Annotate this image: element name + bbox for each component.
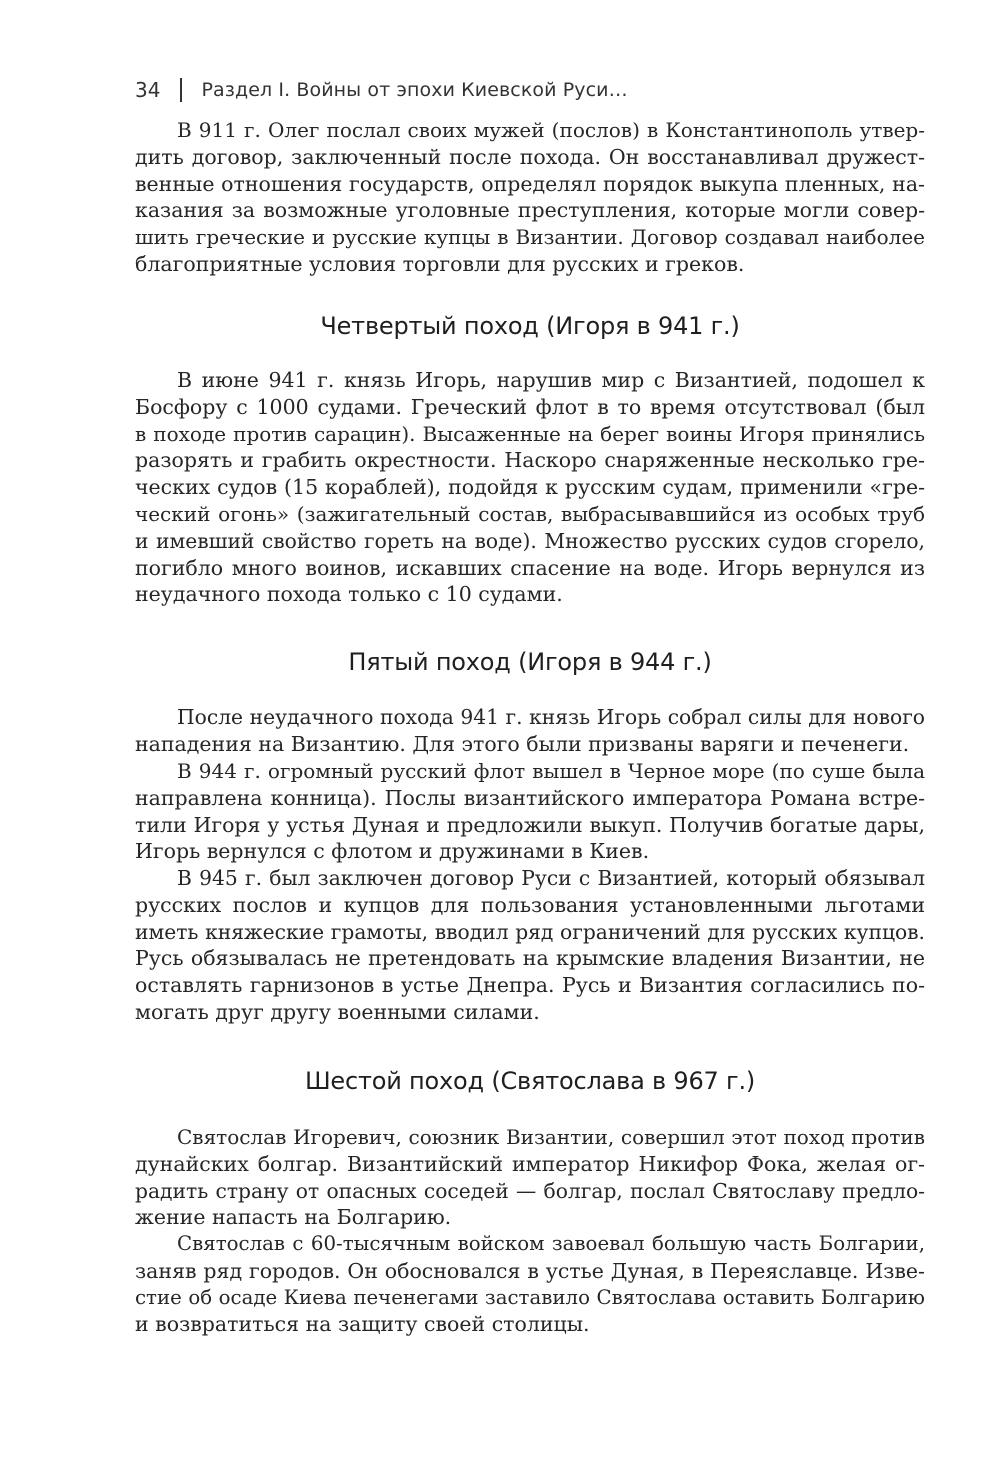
running-head <box>135 76 628 104</box>
paragraph-line: погибло много воинов, искавших спасение на воде. Игорь вернулся из <box>135 555 925 580</box>
paragraph-line: шить греческие и русские купцы в Византии. Договор создавал наиболее <box>135 225 925 250</box>
paragraph-line: дунайских болгар. Византийский император Никифор Фока, желая ог- <box>135 1151 925 1176</box>
paragraph-line: заняв ряд городов. Он обосновался в устье Дуная, в Переяславце. Изве- <box>135 1258 925 1283</box>
paragraph-line: могать друг другу военными силами. <box>135 999 540 1024</box>
paragraph-line: Святослав Игоревич, союзник Византии, совершил этот поход против <box>177 1125 925 1149</box>
running-head-divider <box>180 78 182 102</box>
section-heading: Пятый поход (Игоря в 944 г.) <box>348 648 712 676</box>
paragraph-line: разорять и грабить окрестности. Наскоро снаряженные несколько гре- <box>135 448 925 473</box>
section-paragraph <box>135 1231 925 1338</box>
paragraph-line: иметь княжеские грамоты, вводил ряд ограничений для русских купцов. <box>135 919 925 944</box>
paragraph-line: неудачного похода только с 10 судами. <box>135 582 563 607</box>
running-head-title: Раздел I. Войны от эпохи Киевской Руси… <box>201 79 628 101</box>
paragraph-line: венные отношения государств, определял порядок выкупа пленных, на- <box>135 171 925 196</box>
paragraph-line: В 945 г. был заключен договор Руси с Византией, который обязывал <box>177 866 925 890</box>
section-paragraph <box>135 704 925 758</box>
section-heading: Четвертый поход (Игоря в 941 г.) <box>320 312 740 340</box>
paragraph-line: направлена конница). Послы византийского императора Романа встре- <box>135 785 925 810</box>
paragraph-line: и возвратиться на защиту своей столицы. <box>135 1312 590 1337</box>
paragraph-line: Святослав с 60-тысячным войском завоевал большую часть Болгарии, <box>177 1232 925 1255</box>
section-heading: Шестой поход (Святослава в 967 г.) <box>304 1067 756 1095</box>
paragraph-line: В июне 941 г. князь Игорь, нарушив мир с Византией, подошел к <box>177 368 925 392</box>
paragraph-line: дить договор, заключенный после похода. Он восстанавливал дружест- <box>135 144 925 169</box>
paragraph-line: В 911 г. Олег послал своих мужей (послов) в Константинополь утвер- <box>177 118 925 142</box>
paragraph-line: Русь обязывалась не претендовать на крымские владения Византии, не <box>135 946 925 971</box>
paragraph-line: тили Игоря у устья Дуная и предложили выкуп. Получив богатые дары, <box>135 812 925 837</box>
paragraph-line: в походе против сарацин). Высаженные на берег воины Игоря принялись <box>135 421 925 446</box>
paragraph-line: ческий огонь» (зажигательный состав, выбрасывавшийся из особых труб <box>135 501 925 526</box>
page-number: 34 <box>135 78 161 102</box>
section-paragraph <box>135 758 925 865</box>
section-paragraph <box>135 367 925 608</box>
paragraph-line: и имевший свойство гореть на воде). Множество русских судов сгорело, <box>135 528 925 553</box>
paragraph-line: жение напасть на Болгарию. <box>135 1205 452 1230</box>
paragraph-line: стие об осаде Киева печенегами заставило Святослава оставить Болгарию <box>135 1285 925 1309</box>
section-paragraph <box>135 865 925 1026</box>
paragraph-line: радить страну от опасных соседей — болгар, послал Святославу предло- <box>135 1178 925 1203</box>
paragraph-line: В 944 г. огромный русский флот вышел в Черное море (по суше была <box>177 759 925 783</box>
paragraph-line: нападения на Византию. Для этого были призваны варяги и печенеги. <box>135 731 910 756</box>
intro-paragraph <box>135 117 925 278</box>
paragraph-line: оставлять гарнизонов в устье Днепра. Русь и Византия согласились по- <box>135 973 925 998</box>
paragraph-line: Босфору с 1000 судами. Греческий флот в то время отсутствовал (был <box>135 394 925 419</box>
paragraph-line: казания за возможные уголовные преступления, которые могли совер- <box>135 198 925 223</box>
paragraph-line: благоприятные условия торговли для русских и греков. <box>135 251 745 276</box>
section-paragraph <box>135 1124 925 1231</box>
paragraph-line: После неудачного похода 941 г. князь Игорь собрал силы для нового <box>177 705 925 729</box>
paragraph-line: русских послов и купцов для пользования установленными льготами <box>135 892 925 917</box>
paragraph-line: ческих судов (15 кораблей), подойдя к русским судам, применили «гре- <box>135 475 925 500</box>
paragraph-line: Игорь вернулся с флотом и дружинами в Киев. <box>135 839 650 864</box>
